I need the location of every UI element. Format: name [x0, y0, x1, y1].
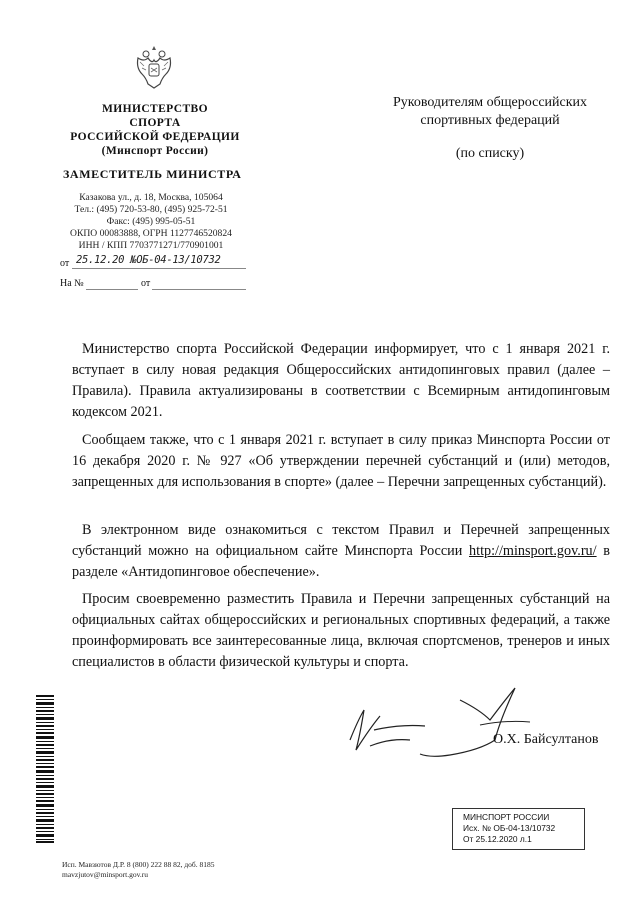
executor-email: mavzjutov@minsport.gov.ru [62, 870, 148, 879]
address-line: Казакова ул., д. 18, Москва, 105064 [79, 192, 223, 203]
ref-ot-label: от [141, 278, 151, 289]
addressee-line: Руководителям общероссийских [392, 95, 588, 110]
signer-name: О.Х. Байсултанов [493, 732, 599, 747]
addressee [370, 94, 610, 130]
outgoing-stamp [452, 808, 585, 850]
reg-number: 25.12.20 №ОБ-04-13/10732 [76, 254, 221, 266]
ministry-name-line: МИНИСТЕРСТВО [102, 103, 208, 115]
ministry-short-name: (Минспорт России) [101, 145, 209, 157]
addressee-line: спортивных федераций [420, 113, 560, 128]
paragraph-text: В электронном виде ознакомиться с текстом Правил и Перечней запрещенных субстанций можно на официальном сайте Минспорта России [72, 522, 610, 559]
phone-line: Тел.: (495) 720-53-80, (495) 925-72-51 [74, 204, 228, 215]
body-paragraph: Министерство спорта Российской Федерации информирует, что с 1 января 2021 г. вступает в силу новая редакция Общероссийских антидопинговых правил (далее – Правила). Правила актуализированы в соответствии с Всемирным антидопинговым кодексом 2021. [72, 341, 610, 420]
stamp-line: От 25.12.2020 л.1 [463, 834, 532, 844]
ministry-name-line: СПОРТА [129, 117, 181, 129]
coat-of-arms-icon [134, 44, 174, 90]
minsport-link[interactable]: http://minsport.gov.ru/ [469, 543, 597, 559]
ref-date-line [152, 289, 246, 290]
ref-label: На № [60, 278, 84, 289]
barcode [36, 695, 54, 843]
body-paragraph: Просим своевременно разместить Правила и Перечни запрещенных субстанций на официальных сайтах общероссийских и региональных спортивных федераций, а также проинформировать все заинтересованные лица, включая спортсменов, тренеров и иных специалистов в области физической культуры и спорта. [72, 591, 610, 670]
reg-prefix: от [60, 258, 70, 269]
ref-number-line [86, 289, 138, 290]
inn-line: ИНН / КПП 7703771271/770901001 [78, 240, 224, 251]
paragraph-text: в разделе «Антидопинговое обеспечение». [72, 543, 610, 580]
executor-line: Исп. Мавзютов Д.Р. 8 (800) 222 88 82, доб. 8185 [62, 860, 215, 869]
okpo-line: ОКПО 00083888, ОГРН 1127746520824 [70, 228, 232, 239]
signature-scribble [330, 680, 560, 765]
stamp-line: Исх. № ОБ-04-13/10732 [463, 823, 556, 833]
fax-line: Факс: (495) 995-05-51 [106, 216, 196, 227]
stamp-line: МИНСПОРТ РОССИИ [463, 812, 550, 822]
reg-underline [72, 268, 246, 269]
body-paragraph: Сообщаем также, что с 1 января 2021 г. вступает в силу приказ Минспорта России от 16 декабря 2020 г. № 927 «Об утверждении перечней субстанций и (или) методов, запрещенных для использования в спорте» (далее – Перечни запрещенных субстанций). [72, 432, 610, 490]
body-paragraph [72, 520, 610, 583]
by-list-note: (по списку) [455, 146, 525, 161]
ministry-name-line: РОССИЙСКОЙ ФЕДЕРАЦИИ [70, 131, 240, 143]
deputy-minister-title: ЗАМЕСТИТЕЛЬ МИНИСТРА [63, 167, 242, 181]
